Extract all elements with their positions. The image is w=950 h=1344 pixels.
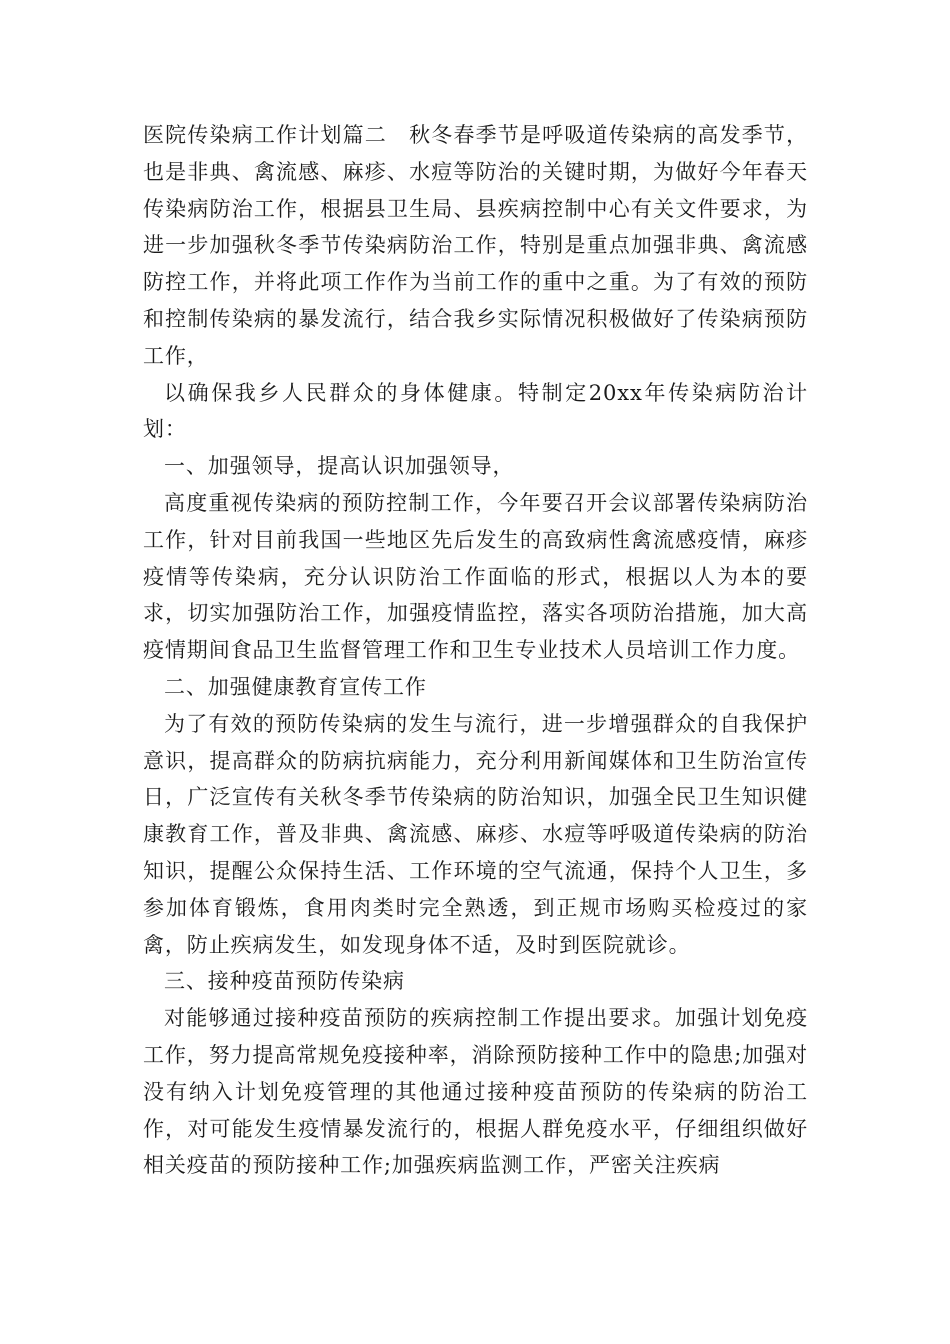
section-heading-1: 一、加强领导，提高认识加强领导， bbox=[164, 454, 515, 479]
section-2-paragraph: 为了有效的预防传染病的发生与流行，进一步增强群众的自我保护意识，提高群众的防病抗病能力，充分利用新闻媒体和卫生防治宣传日，广泛宣传有关秋冬季节传染病的防治知识，加强全民卫生知识健康教育工作，普及非典、禽流感、麻疹、水痘等呼吸道传染病的防治知识，提醒公众保持生活、工作环境的空气流通，保持个人卫生，多参加体育锻炼，食用肉类时完全熟透，到正规市场购买检疫过的家禽，防止疾病发生，如发现身体不适，及时到医院就诊。 bbox=[143, 711, 808, 957]
section-heading-2: 二、加强健康教育宣传工作 bbox=[164, 674, 427, 699]
purpose-paragraph: 以确保我乡人民群众的身体健康。特制定20xx年传染病防治计划： bbox=[143, 380, 808, 442]
intro-paragraph: 医院传染病工作计划篇二 秋冬春季节是呼吸道传染病的高发季节，也是非典、禽流感、麻疹、水痘等防治的关键时期，为做好今年春天传染病防治工作，根据县卫生局、县疾病控制中心有关文件要求，为进一步加强秋冬季节传染病防治工作，特别是重点加强非典、禽流感防控工作，并将此项工作作为当前工作的重中之重。为了有效的预防和控制传染病的暴发流行，结合我乡实际情况积极做好了传染病预防工作， bbox=[143, 123, 808, 368]
section-3-paragraph: 对能够通过接种疫苗预防的疾病控制工作提出要求。加强计划免疫工作，努力提高常规免疫接种率，消除预防接种工作中的隐患;加强对没有纳入计划免疫管理的其他通过接种疫苗预防的传染病的防治工作，对可能发生疫情暴发流行的，根据人群免疫水平，仔细组织做好相关疫苗的预防接种工作;加强疾病监测工作，严密关注疾病 bbox=[143, 1006, 808, 1178]
section-1-paragraph: 高度重视传染病的预防控制工作，今年要召开会议部署传染病防治工作，针对目前我国一些地区先后发生的高致病性禽流感疫情，麻疹疫情等传染病，充分认识防治工作面临的形式，根据以人为本的要求，切实加强防治工作，加强疫情监控，落实各项防治措施，加大高疫情期间食品卫生监督管理工作和卫生专业技术人员培训工作力度。 bbox=[143, 490, 808, 663]
section-heading-3: 三、接种疫苗预防传染病 bbox=[164, 969, 405, 994]
document-body bbox=[143, 117, 808, 1184]
